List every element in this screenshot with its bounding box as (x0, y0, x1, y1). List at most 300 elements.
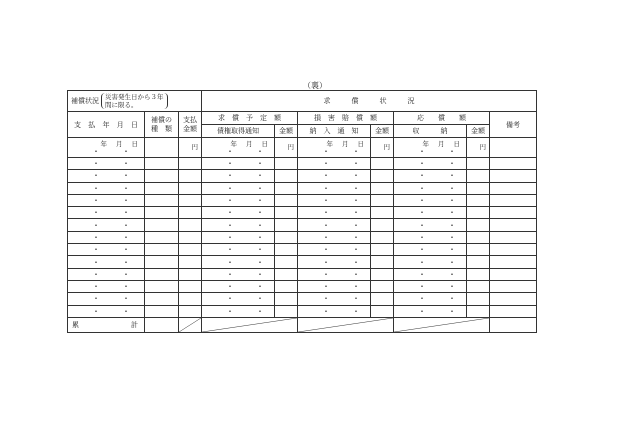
claim-notice-date-cell[interactable] (202, 244, 275, 256)
date-dot: ・ (448, 294, 456, 304)
damages-amount-cell[interactable] (371, 138, 394, 158)
payment-date-heading: 支 払 年 月 日 (68, 112, 145, 138)
compensation-type-cell[interactable] (145, 194, 179, 206)
payment-amount-cell[interactable] (179, 182, 202, 194)
date-dot: ・ (322, 245, 330, 255)
date-dot: ・ (256, 171, 264, 181)
date-dot: ・ (122, 232, 130, 242)
date-dot: ・ (448, 245, 456, 255)
compensation-type-cell[interactable] (145, 293, 179, 305)
date-dot: ・ (418, 196, 426, 206)
planned-amount-cell[interactable] (275, 194, 298, 206)
payment-notice-date-cell[interactable] (298, 207, 371, 219)
damages-amount-cell[interactable] (371, 194, 394, 206)
day-unit: 日 (131, 139, 138, 148)
date-dot: ・ (418, 257, 426, 267)
planned-amount-cell[interactable] (275, 231, 298, 243)
date-dot: ・ (122, 220, 130, 230)
payment-notice-heading: 納 入 通 知 (298, 125, 371, 138)
date-dot: ・ (418, 208, 426, 218)
payment-amount-cell[interactable] (179, 244, 202, 256)
compensation-type-cell[interactable] (145, 138, 179, 158)
date-dot: ・ (256, 306, 264, 316)
compensation-type-cell[interactable] (145, 305, 179, 317)
year-unit: 年 (422, 139, 429, 148)
amount-heading: 金額 (275, 125, 298, 138)
month-unit: 月 (116, 139, 123, 148)
receipt-date-cell[interactable] (394, 182, 467, 194)
claim-notice-date-cell[interactable] (202, 293, 275, 305)
date-dot: ・ (418, 282, 426, 292)
table-row (68, 138, 537, 158)
settlement-amount-cell[interactable] (467, 194, 490, 206)
date-dot: ・ (122, 171, 130, 181)
total-slash-cell (202, 317, 298, 332)
date-dot: ・ (352, 196, 360, 206)
receipt-date-cell[interactable] (394, 207, 467, 219)
date-dot: ・ (448, 208, 456, 218)
date-dot: ・ (122, 294, 130, 304)
date-dot: ・ (418, 171, 426, 181)
remarks-cell[interactable] (490, 256, 537, 268)
payment-amount-heading: 支払 金額 (179, 112, 202, 138)
receipt-date-cell[interactable] (394, 231, 467, 243)
date-dot: ・ (256, 257, 264, 267)
payment-amount-cell[interactable] (179, 207, 202, 219)
receipt-date-cell[interactable] (394, 170, 467, 182)
date-dot: ・ (92, 245, 100, 255)
date-dot: ・ (226, 220, 234, 230)
damages-amount-cell[interactable] (371, 244, 394, 256)
settlement-heading: 応 償 額 (394, 112, 490, 125)
date-dot: ・ (92, 196, 100, 206)
claim-notice-date-cell[interactable] (202, 158, 275, 170)
payment-date-cell[interactable] (68, 170, 145, 182)
date-dot: ・ (226, 183, 234, 193)
payment-date-cell[interactable] (68, 305, 145, 317)
settlement-amount-cell[interactable] (467, 256, 490, 268)
damages-amount-cell[interactable] (371, 170, 394, 182)
yen-unit: 円 (479, 143, 486, 151)
date-dot: ・ (92, 294, 100, 304)
date-dot: ・ (322, 232, 330, 242)
payment-amount-cell[interactable] (179, 158, 202, 170)
table-row (68, 231, 537, 243)
date-dot: ・ (226, 306, 234, 316)
planned-amount-cell[interactable] (275, 219, 298, 231)
settlement-amount-cell[interactable] (467, 182, 490, 194)
payment-date-cell[interactable] (68, 138, 145, 158)
year-unit: 年 (326, 139, 333, 148)
year-unit: 年 (100, 139, 107, 148)
date-dot: ・ (256, 208, 264, 218)
date-dot: ・ (418, 306, 426, 316)
payment-notice-date-cell[interactable] (298, 280, 371, 292)
date-dot: ・ (92, 220, 100, 230)
total-slash-cell (298, 317, 394, 332)
claim-status-heading: 求 償 状 況 (202, 91, 537, 112)
payment-amount-cell[interactable] (179, 305, 202, 317)
remarks-cell[interactable] (490, 305, 537, 317)
table-row (68, 293, 537, 305)
date-dot: ・ (226, 232, 234, 242)
amount-heading: 金額 (371, 125, 394, 138)
compensation-type-cell[interactable] (145, 256, 179, 268)
date-dot: ・ (352, 208, 360, 218)
receipt-date-cell[interactable] (394, 244, 467, 256)
date-dot: ・ (352, 282, 360, 292)
payment-date-cell[interactable] (68, 194, 145, 206)
claim-notice-date-cell[interactable] (202, 182, 275, 194)
page-side-label: （裏） (303, 81, 327, 90)
claim-notice-date-cell[interactable] (202, 219, 275, 231)
payment-notice-date-cell[interactable] (298, 268, 371, 280)
compensation-type-cell[interactable] (145, 170, 179, 182)
receipt-date-cell[interactable] (394, 293, 467, 305)
date-dot: ・ (256, 146, 264, 156)
remarks-cell[interactable] (490, 280, 537, 292)
payment-date-cell[interactable] (68, 158, 145, 170)
payment-date-cell[interactable] (68, 256, 145, 268)
damages-amount-cell[interactable] (371, 158, 394, 170)
claim-notice-date-cell[interactable] (202, 138, 275, 158)
receipt-date-cell[interactable] (394, 138, 467, 158)
date-dot: ・ (322, 282, 330, 292)
receipt-date-cell[interactable] (394, 194, 467, 206)
date-dot: ・ (122, 146, 130, 156)
date-dot: ・ (122, 282, 130, 292)
date-dot: ・ (322, 306, 330, 316)
table-row (68, 268, 537, 280)
remarks-cell[interactable] (490, 244, 537, 256)
date-dot: ・ (418, 269, 426, 279)
damages-amount-cell[interactable] (371, 293, 394, 305)
date-dot: ・ (322, 183, 330, 193)
claim-notice-date-cell[interactable] (202, 305, 275, 317)
date-dot: ・ (418, 245, 426, 255)
date-dot: ・ (122, 269, 130, 279)
remarks-heading: 備考 (490, 112, 537, 138)
payment-date-cell[interactable] (68, 293, 145, 305)
remarks-cell[interactable] (490, 194, 537, 206)
date-dot: ・ (256, 196, 264, 206)
payment-notice-date-cell[interactable] (298, 158, 371, 170)
date-dot: ・ (122, 159, 130, 169)
date-dot: ・ (122, 196, 130, 206)
date-dot: ・ (322, 269, 330, 279)
remarks-cell[interactable] (490, 268, 537, 280)
date-dot: ・ (418, 294, 426, 304)
date-dot: ・ (322, 208, 330, 218)
date-dot: ・ (322, 171, 330, 181)
date-dot: ・ (122, 208, 130, 218)
planned-amount-cell[interactable] (275, 280, 298, 292)
table-row (68, 170, 537, 182)
amount-heading: 金額 (467, 125, 490, 138)
compensation-type-cell[interactable] (145, 244, 179, 256)
date-dot: ・ (226, 208, 234, 218)
planned-amount-cell[interactable] (275, 207, 298, 219)
payment-notice-date-cell[interactable] (298, 170, 371, 182)
settlement-amount-cell[interactable] (467, 280, 490, 292)
cumulative-total-label: 累 計 (68, 317, 145, 332)
compensation-type-cell[interactable] (145, 219, 179, 231)
claim-notice-date-cell[interactable] (202, 231, 275, 243)
date-dot: ・ (448, 220, 456, 230)
date-dot: ・ (256, 232, 264, 242)
remarks-cell[interactable] (490, 219, 537, 231)
date-dot: ・ (418, 220, 426, 230)
date-dot: ・ (322, 159, 330, 169)
claim-notice-date-cell[interactable] (202, 268, 275, 280)
date-dot: ・ (226, 269, 234, 279)
date-dot: ・ (352, 269, 360, 279)
year-unit: 年 (230, 139, 237, 148)
payment-amount-cell[interactable] (179, 170, 202, 182)
compensation-type-cell[interactable] (145, 207, 179, 219)
receipt-date-cell[interactable] (394, 219, 467, 231)
payment-date-cell[interactable] (68, 207, 145, 219)
date-dot: ・ (352, 146, 360, 156)
claim-notice-date-cell[interactable] (202, 280, 275, 292)
compensation-type-cell[interactable] (145, 182, 179, 194)
date-dot: ・ (448, 282, 456, 292)
receipt-date-cell[interactable] (394, 305, 467, 317)
date-dot: ・ (352, 159, 360, 169)
date-dot: ・ (322, 257, 330, 267)
payment-date-cell[interactable] (68, 280, 145, 292)
date-dot: ・ (352, 294, 360, 304)
date-dot: ・ (256, 245, 264, 255)
total-blank-cell (145, 317, 179, 332)
payment-amount-cell[interactable] (179, 219, 202, 231)
date-dot: ・ (92, 269, 100, 279)
settlement-amount-cell[interactable] (467, 207, 490, 219)
remarks-cell[interactable] (490, 158, 537, 170)
date-dot: ・ (122, 183, 130, 193)
date-dot: ・ (226, 257, 234, 267)
date-dot: ・ (352, 245, 360, 255)
date-dot: ・ (448, 171, 456, 181)
settlement-amount-cell[interactable] (467, 231, 490, 243)
claim-notice-date-cell[interactable] (202, 256, 275, 268)
payment-date-cell[interactable] (68, 182, 145, 194)
date-dot: ・ (352, 257, 360, 267)
date-dot: ・ (122, 245, 130, 255)
compensation-type-cell[interactable] (145, 280, 179, 292)
date-dot: ・ (92, 159, 100, 169)
damages-amount-cell[interactable] (371, 207, 394, 219)
table-row (68, 207, 537, 219)
payment-notice-date-cell[interactable] (298, 219, 371, 231)
payment-notice-date-cell[interactable] (298, 231, 371, 243)
payment-date-cell[interactable] (68, 268, 145, 280)
payment-amount-cell[interactable] (179, 293, 202, 305)
payment-notice-date-cell[interactable] (298, 293, 371, 305)
date-dot: ・ (92, 171, 100, 181)
date-dot: ・ (256, 282, 264, 292)
day-unit: 日 (357, 139, 364, 148)
damages-amount-cell[interactable] (371, 256, 394, 268)
planned-amount-cell[interactable] (275, 170, 298, 182)
payment-notice-date-cell[interactable] (298, 305, 371, 317)
table-row (68, 244, 537, 256)
date-dot: ・ (352, 171, 360, 181)
table-row (68, 305, 537, 317)
planned-claim-heading: 求 償 予 定 額 (202, 112, 298, 125)
date-dot: ・ (448, 306, 456, 316)
month-unit: 月 (438, 139, 445, 148)
date-dot: ・ (92, 232, 100, 242)
receipt-date-cell[interactable] (394, 158, 467, 170)
settlement-amount-cell[interactable] (467, 293, 490, 305)
table-row (68, 256, 537, 268)
remarks-cell[interactable] (490, 207, 537, 219)
date-dot: ・ (226, 245, 234, 255)
month-unit: 月 (342, 139, 349, 148)
date-dot: ・ (418, 159, 426, 169)
payment-amount-cell[interactable] (179, 194, 202, 206)
date-dot: ・ (322, 196, 330, 206)
settlement-amount-cell[interactable] (467, 158, 490, 170)
compensation-status-cell (68, 91, 202, 112)
date-dot: ・ (418, 146, 426, 156)
settlement-amount-cell[interactable] (467, 244, 490, 256)
payment-amount-cell[interactable] (179, 268, 202, 280)
planned-amount-cell[interactable] (275, 244, 298, 256)
date-dot: ・ (256, 269, 264, 279)
damages-amount-cell[interactable] (371, 280, 394, 292)
date-dot: ・ (322, 294, 330, 304)
settlement-amount-cell[interactable] (467, 138, 490, 158)
compensation-status-table (67, 90, 537, 333)
damages-amount-cell[interactable] (371, 182, 394, 194)
date-dot: ・ (226, 196, 234, 206)
claim-notice-date-cell[interactable] (202, 194, 275, 206)
payment-amount-cell[interactable] (179, 280, 202, 292)
settlement-amount-cell[interactable] (467, 268, 490, 280)
table-row (68, 280, 537, 292)
payment-notice-date-cell[interactable] (298, 138, 371, 158)
remarks-cell[interactable] (490, 182, 537, 194)
date-dot: ・ (92, 306, 100, 316)
damages-amount-cell[interactable] (371, 231, 394, 243)
planned-amount-cell[interactable] (275, 256, 298, 268)
payment-date-cell[interactable] (68, 231, 145, 243)
remarks-cell[interactable] (490, 293, 537, 305)
table-row (68, 182, 537, 194)
payment-date-cell[interactable] (68, 244, 145, 256)
date-dot: ・ (92, 183, 100, 193)
date-dot: ・ (92, 146, 100, 156)
settlement-amount-cell[interactable] (467, 170, 490, 182)
total-remarks-cell (490, 317, 537, 332)
damages-amount-cell[interactable] (371, 305, 394, 317)
settlement-amount-cell[interactable] (467, 219, 490, 231)
payment-notice-date-cell[interactable] (298, 244, 371, 256)
receipt-date-cell[interactable] (394, 256, 467, 268)
remarks-cell[interactable] (490, 170, 537, 182)
table-row (68, 194, 537, 206)
yen-unit: 円 (191, 143, 198, 151)
yen-unit: 円 (287, 143, 294, 151)
date-dot: ・ (256, 159, 264, 169)
date-dot: ・ (448, 257, 456, 267)
date-dot: ・ (122, 257, 130, 267)
planned-amount-cell[interactable] (275, 182, 298, 194)
planned-amount-cell[interactable] (275, 293, 298, 305)
yen-unit: 円 (383, 143, 390, 151)
date-dot: ・ (92, 208, 100, 218)
payment-notice-date-cell[interactable] (298, 182, 371, 194)
compensation-type-cell[interactable] (145, 158, 179, 170)
payment-notice-date-cell[interactable] (298, 194, 371, 206)
date-dot: ・ (448, 183, 456, 193)
payment-amount-cell[interactable] (179, 138, 202, 158)
compensation-type-cell[interactable] (145, 268, 179, 280)
date-dot: ・ (92, 257, 100, 267)
date-dot: ・ (448, 159, 456, 169)
month-unit: 月 (246, 139, 253, 148)
date-dot: ・ (322, 220, 330, 230)
payment-notice-date-cell[interactable] (298, 256, 371, 268)
settlement-amount-cell[interactable] (467, 305, 490, 317)
date-dot: ・ (256, 183, 264, 193)
date-dot: ・ (352, 183, 360, 193)
date-dot: ・ (226, 171, 234, 181)
receipt-date-cell[interactable] (394, 268, 467, 280)
record-rows (68, 138, 537, 318)
date-dot: ・ (448, 196, 456, 206)
date-dot: ・ (448, 232, 456, 242)
remarks-cell[interactable] (490, 138, 537, 158)
day-unit: 日 (261, 139, 268, 148)
date-dot: ・ (352, 232, 360, 242)
compensation-type-cell[interactable] (145, 231, 179, 243)
date-dot: ・ (92, 282, 100, 292)
date-dot: ・ (418, 232, 426, 242)
remarks-cell[interactable] (490, 231, 537, 243)
date-dot: ・ (256, 220, 264, 230)
planned-amount-cell[interactable] (275, 268, 298, 280)
payment-amount-cell[interactable] (179, 231, 202, 243)
damages-amount-cell[interactable] (371, 219, 394, 231)
planned-amount-cell[interactable] (275, 305, 298, 317)
date-dot: ・ (226, 146, 234, 156)
compensation-status-label: 補償状況 (71, 97, 99, 105)
date-dot: ・ (122, 306, 130, 316)
claim-notice-date-cell[interactable] (202, 170, 275, 182)
date-dot: ・ (352, 306, 360, 316)
date-dot: ・ (448, 146, 456, 156)
planned-amount-cell[interactable] (275, 158, 298, 170)
compensation-type-heading: 補償の 種 類 (145, 112, 179, 138)
receipt-heading: 収 納 (394, 125, 467, 138)
claim-notice-date-cell[interactable] (202, 207, 275, 219)
planned-amount-cell[interactable] (275, 138, 298, 158)
date-dot: ・ (226, 159, 234, 169)
damages-amount-cell[interactable] (371, 268, 394, 280)
table-row (68, 219, 537, 231)
period-note: 災害発生日から３年 間に限る。 (101, 93, 168, 109)
damages-heading: 損 害 賠 償 額 (298, 112, 394, 125)
total-slash-cell (179, 317, 202, 332)
date-dot: ・ (226, 294, 234, 304)
date-dot: ・ (226, 282, 234, 292)
payment-amount-cell[interactable] (179, 256, 202, 268)
receipt-date-cell[interactable] (394, 280, 467, 292)
payment-date-cell[interactable] (68, 219, 145, 231)
